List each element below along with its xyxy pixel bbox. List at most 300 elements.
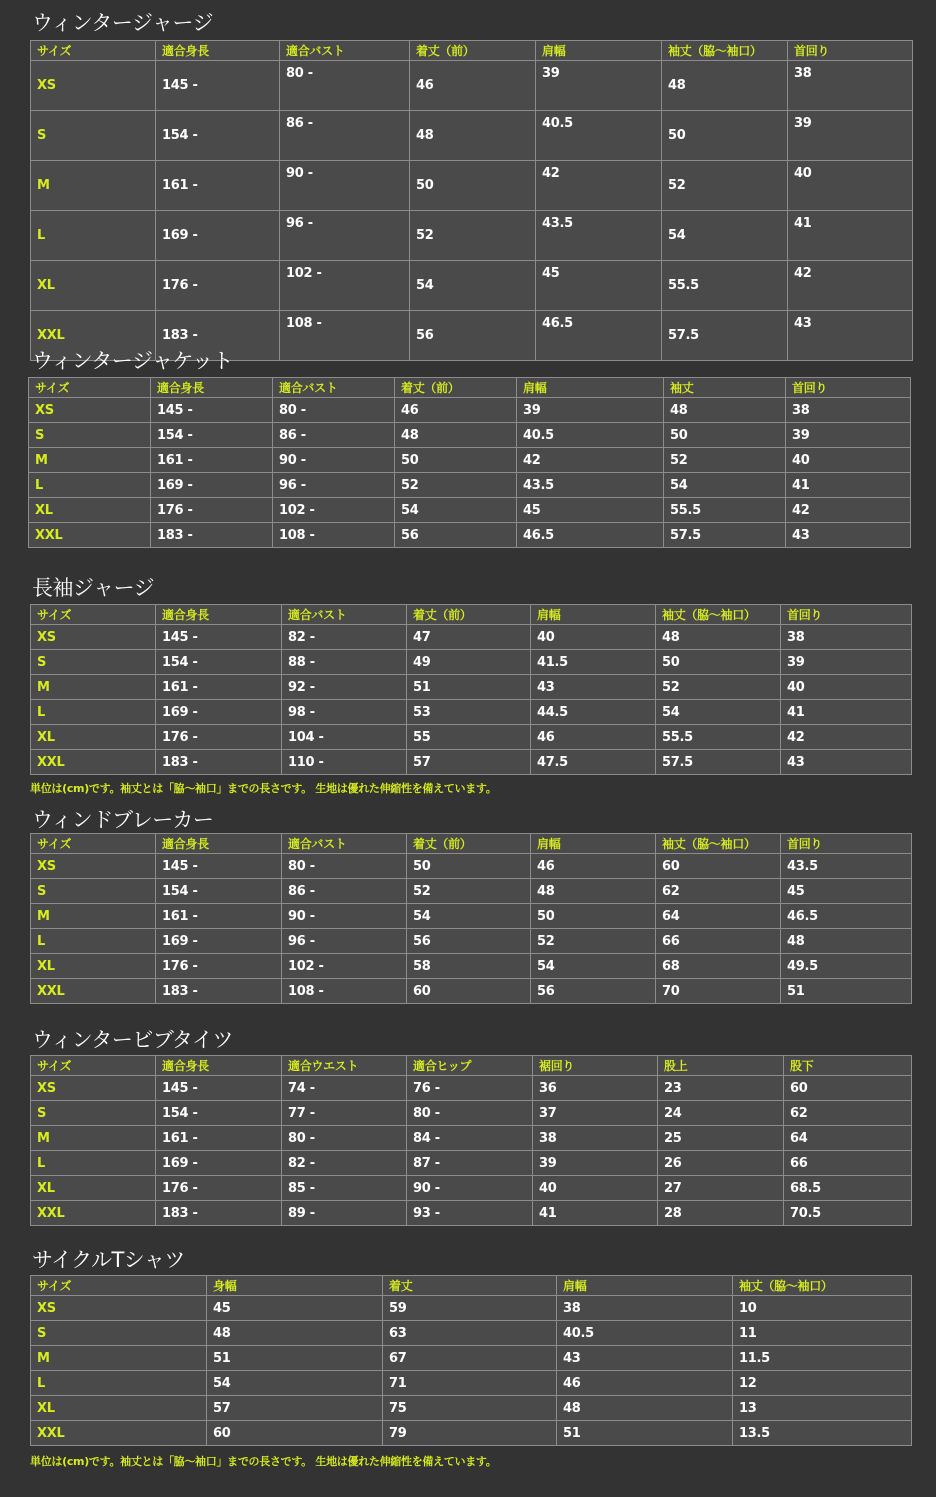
table-cell: 63 — [383, 1321, 557, 1346]
table-cell: 57.5 — [664, 523, 786, 548]
table-cell: 50 — [664, 423, 786, 448]
column-header: 適合バスト — [280, 41, 410, 61]
table-cell: 71 — [383, 1371, 557, 1396]
table-cell: 54 — [656, 700, 781, 725]
size-label-cell: L — [29, 473, 151, 498]
table-cell: 58 — [407, 954, 531, 979]
section-title: ウィンドブレーカー — [32, 808, 214, 832]
cell-value: 40.5 — [542, 116, 573, 131]
table-cell: 46.5 — [781, 904, 912, 929]
table-cell: 161 - — [156, 1126, 282, 1151]
table-cell: 161 - — [156, 675, 282, 700]
table-cell: 41.5 — [531, 650, 656, 675]
table-row — [31, 879, 912, 904]
size-label-cell — [31, 61, 156, 111]
table-cell: 64 — [656, 904, 781, 929]
table-cell — [280, 61, 410, 111]
table-cell: 36 — [533, 1076, 658, 1101]
size-label-cell: XS — [31, 1076, 156, 1101]
column-header: 適合ウエスト — [282, 1056, 407, 1076]
column-header: 着丈 — [383, 1276, 557, 1296]
table-cell: 85 - — [282, 1176, 407, 1201]
table-cell: 38 — [781, 625, 912, 650]
table-cell: 46.5 — [517, 523, 664, 548]
table-cell: 13 — [733, 1396, 912, 1421]
size-label-cell: XS — [29, 398, 151, 423]
table-cell — [788, 261, 913, 311]
column-header: 肩幅 — [531, 834, 656, 854]
cell-value: 108 - — [286, 316, 322, 331]
cell-value: 39 — [794, 116, 812, 131]
table-cell — [410, 311, 536, 361]
table-cell: 57 — [407, 750, 531, 775]
table-cell: 40 — [786, 448, 911, 473]
table-cell: 50 — [531, 904, 656, 929]
table-cell: 50 — [407, 854, 531, 879]
table-cell: 43 — [781, 750, 912, 775]
table-cell: 50 — [656, 650, 781, 675]
table-cell: 104 - — [282, 725, 407, 750]
size-label-cell: XXL — [31, 1201, 156, 1226]
column-header: 肩幅 — [531, 605, 656, 625]
table-cell: 60 — [784, 1076, 912, 1101]
table-cell: 51 — [407, 675, 531, 700]
table-cell: 154 - — [156, 879, 282, 904]
column-header: サイズ — [29, 378, 151, 398]
size-label-cell: XL — [31, 954, 156, 979]
column-header: サイズ — [31, 605, 156, 625]
size-label-cell — [31, 261, 156, 311]
table-cell: 40 — [531, 625, 656, 650]
table-cell: 56 — [531, 979, 656, 1004]
size-label-cell: XS — [31, 625, 156, 650]
table-cell: 62 — [656, 879, 781, 904]
table-cell: 55.5 — [656, 725, 781, 750]
column-header: 袖丈（脇〜袖口） — [656, 834, 781, 854]
table-cell: 41 — [781, 700, 912, 725]
table-row — [29, 523, 911, 548]
table-cell: 52 — [664, 448, 786, 473]
table-row — [31, 1076, 912, 1101]
table-row — [29, 498, 911, 523]
cell-value: 161 - — [162, 178, 198, 193]
cell-value: 145 - — [162, 78, 198, 93]
table-cell: 45 — [517, 498, 664, 523]
column-header: 股下 — [784, 1056, 912, 1076]
section-title: ウィンタージャケット — [32, 349, 234, 373]
table-cell — [536, 111, 662, 161]
size-label-cell: XS — [31, 854, 156, 879]
table-cell — [536, 61, 662, 111]
size-table — [30, 1275, 912, 1446]
cell-value: XS — [37, 78, 56, 93]
table-cell: 76 - — [407, 1076, 533, 1101]
column-header: 適合バスト — [282, 605, 407, 625]
column-header: 股上 — [658, 1056, 784, 1076]
table-cell: 23 — [658, 1076, 784, 1101]
table-cell: 51 — [557, 1421, 733, 1446]
table-cell: 48 — [781, 929, 912, 954]
cell-value: 50 — [668, 128, 686, 143]
size-label-cell: L — [31, 1371, 207, 1396]
table-cell — [410, 261, 536, 311]
size-label-cell: L — [31, 700, 156, 725]
column-header: 適合身長 — [156, 1056, 282, 1076]
cell-value: 102 - — [286, 266, 322, 281]
table-cell — [280, 311, 410, 361]
table-cell: 39 — [781, 650, 912, 675]
cell-value: 80 - — [286, 66, 313, 81]
table-cell: 56 — [395, 523, 517, 548]
size-label-cell: XXL — [31, 750, 156, 775]
size-label-cell: XL — [31, 725, 156, 750]
table-cell: 40 — [533, 1176, 658, 1201]
column-header: 首回り — [786, 378, 911, 398]
table-cell: 52 — [656, 675, 781, 700]
table-cell: 169 - — [156, 1151, 282, 1176]
table-cell: 51 — [781, 979, 912, 1004]
table-cell: 70.5 — [784, 1201, 912, 1226]
cell-value: XXL — [37, 328, 65, 343]
section-title: サイクルTシャツ — [32, 1248, 185, 1272]
table-cell: 90 - — [273, 448, 395, 473]
table-row — [29, 423, 911, 448]
column-header: 着丈（前） — [407, 834, 531, 854]
table-cell — [156, 161, 280, 211]
table-cell: 57 — [207, 1396, 383, 1421]
size-label-cell: XXL — [29, 523, 151, 548]
cell-value: 57.5 — [668, 328, 699, 343]
table-cell — [156, 61, 280, 111]
table-cell: 82 - — [282, 625, 407, 650]
table-cell: 54 — [207, 1371, 383, 1396]
size-label-cell: S — [31, 650, 156, 675]
size-label-cell: M — [31, 1126, 156, 1151]
table-row — [31, 1151, 912, 1176]
column-header: 袖丈（脇〜袖口） — [656, 605, 781, 625]
table-cell: 80 - — [407, 1101, 533, 1126]
table-cell: 46 — [557, 1371, 733, 1396]
size-label-cell: M — [31, 904, 156, 929]
table-cell: 41 — [786, 473, 911, 498]
table-row — [29, 473, 911, 498]
table-row — [31, 1201, 912, 1226]
table-cell: 183 - — [156, 979, 282, 1004]
column-header: 適合身長 — [156, 41, 280, 61]
table-row — [31, 954, 912, 979]
table-cell: 145 - — [156, 854, 282, 879]
table-cell: 60 — [207, 1421, 383, 1446]
size-label-cell: S — [31, 879, 156, 904]
table-cell: 68 — [656, 954, 781, 979]
size-label-cell: XS — [31, 1296, 207, 1321]
table-cell: 176 - — [156, 1176, 282, 1201]
table-cell: 145 - — [156, 1076, 282, 1101]
table-row — [31, 1101, 912, 1126]
table-cell: 42 — [781, 725, 912, 750]
table-cell: 77 - — [282, 1101, 407, 1126]
table-cell: 88 - — [282, 650, 407, 675]
table-cell: 37 — [533, 1101, 658, 1126]
table-cell — [788, 161, 913, 211]
table-cell — [536, 211, 662, 261]
table-cell: 92 - — [282, 675, 407, 700]
table-cell: 45 — [781, 879, 912, 904]
table-cell — [156, 211, 280, 261]
cell-value: 46.5 — [542, 316, 573, 331]
cell-value: 169 - — [162, 228, 198, 243]
cell-value: XL — [37, 278, 55, 293]
table-cell: 169 - — [156, 700, 282, 725]
column-header: 着丈（前） — [395, 378, 517, 398]
table-cell: 169 - — [151, 473, 273, 498]
column-header: 着丈（前） — [410, 41, 536, 61]
column-header: 適合バスト — [282, 834, 407, 854]
table-cell: 55.5 — [664, 498, 786, 523]
table-cell: 38 — [786, 398, 911, 423]
table-cell: 47 — [407, 625, 531, 650]
cell-value: 54 — [416, 278, 434, 293]
table-cell: 108 - — [282, 979, 407, 1004]
table-cell: 79 — [383, 1421, 557, 1446]
column-header: 首回り — [788, 41, 913, 61]
cell-value: 43 — [794, 316, 812, 331]
size-table — [30, 833, 912, 1004]
table-cell: 62 — [784, 1101, 912, 1126]
table-cell: 25 — [658, 1126, 784, 1151]
table-row — [31, 161, 913, 211]
table-cell: 43.5 — [781, 854, 912, 879]
table-cell: 54 — [664, 473, 786, 498]
table-cell: 52 — [395, 473, 517, 498]
table-cell: 38 — [557, 1296, 733, 1321]
table-cell: 98 - — [282, 700, 407, 725]
section-title: ウィンタービブタイツ — [32, 1028, 234, 1052]
table-cell: 50 — [395, 448, 517, 473]
column-header: 適合バスト — [273, 378, 395, 398]
table-cell: 86 - — [273, 423, 395, 448]
table-cell: 64 — [784, 1126, 912, 1151]
table-cell: 55 — [407, 725, 531, 750]
table-cell: 154 - — [151, 423, 273, 448]
column-header: 適合ヒップ — [407, 1056, 533, 1076]
table-cell: 46 — [531, 725, 656, 750]
column-header: 首回り — [781, 834, 912, 854]
table-cell: 75 — [383, 1396, 557, 1421]
cell-value: 46 — [416, 78, 434, 93]
table-cell: 48 — [557, 1396, 733, 1421]
table-cell: 10 — [733, 1296, 912, 1321]
table-cell — [662, 261, 788, 311]
table-cell: 169 - — [156, 929, 282, 954]
table-cell: 48 — [664, 398, 786, 423]
cell-value: M — [37, 178, 50, 193]
column-header: 袖丈（脇〜袖口） — [733, 1276, 912, 1296]
table-cell: 66 — [656, 929, 781, 954]
cell-value: 42 — [542, 166, 560, 181]
table-row — [31, 111, 913, 161]
table-cell: 52 — [407, 879, 531, 904]
table-cell: 54 — [407, 904, 531, 929]
table-cell — [788, 311, 913, 361]
table-row — [31, 725, 912, 750]
table-cell: 96 - — [273, 473, 395, 498]
table-cell: 41 — [533, 1201, 658, 1226]
table-cell — [536, 161, 662, 211]
table-cell: 53 — [407, 700, 531, 725]
table-cell: 28 — [658, 1201, 784, 1226]
cell-value: 42 — [794, 266, 812, 281]
size-label-cell — [31, 161, 156, 211]
table-cell: 176 - — [156, 954, 282, 979]
table-cell: 80 - — [273, 398, 395, 423]
table-cell — [410, 111, 536, 161]
cell-value: 48 — [668, 78, 686, 93]
table-cell: 154 - — [156, 650, 282, 675]
column-header: サイズ — [31, 1056, 156, 1076]
table-cell: 12 — [733, 1371, 912, 1396]
cell-value: 183 - — [162, 328, 198, 343]
table-header-row — [31, 834, 912, 854]
table-cell — [280, 111, 410, 161]
size-table — [30, 40, 913, 361]
table-row — [31, 675, 912, 700]
table-row — [31, 1296, 912, 1321]
column-header: 裾回り — [533, 1056, 658, 1076]
table-cell: 145 - — [156, 625, 282, 650]
table-cell: 89 - — [282, 1201, 407, 1226]
table-cell: 47.5 — [531, 750, 656, 775]
table-cell — [410, 161, 536, 211]
table-cell: 48 — [656, 625, 781, 650]
size-label-cell: XL — [29, 498, 151, 523]
table-header-row — [31, 1276, 912, 1296]
table-cell — [280, 261, 410, 311]
table-cell: 43 — [557, 1346, 733, 1371]
table-cell — [788, 211, 913, 261]
size-label-cell — [31, 111, 156, 161]
table-cell — [662, 111, 788, 161]
table-cell: 39 — [517, 398, 664, 423]
table-row — [31, 979, 912, 1004]
table-cell — [410, 61, 536, 111]
table-cell: 43 — [531, 675, 656, 700]
table-cell: 52 — [531, 929, 656, 954]
table-cell — [536, 311, 662, 361]
table-cell: 42 — [786, 498, 911, 523]
table-cell — [662, 211, 788, 261]
table-cell: 82 - — [282, 1151, 407, 1176]
cell-value: 154 - — [162, 128, 198, 143]
table-cell: 183 - — [156, 750, 282, 775]
table-cell: 24 — [658, 1101, 784, 1126]
table-row — [31, 1321, 912, 1346]
table-row — [29, 398, 911, 423]
table-row — [31, 1176, 912, 1201]
column-header: 適合身長 — [156, 834, 282, 854]
table-cell: 13.5 — [733, 1421, 912, 1446]
table-cell — [788, 111, 913, 161]
table-cell — [280, 161, 410, 211]
table-row — [31, 261, 913, 311]
size-label-cell: M — [29, 448, 151, 473]
table-cell: 49.5 — [781, 954, 912, 979]
cell-value: 86 - — [286, 116, 313, 131]
size-label-cell: XL — [31, 1176, 156, 1201]
table-cell: 68.5 — [784, 1176, 912, 1201]
size-label-cell: S — [31, 1321, 207, 1346]
cell-value: 90 - — [286, 166, 313, 181]
table-cell: 56 — [407, 929, 531, 954]
table-cell: 48 — [395, 423, 517, 448]
column-header: 首回り — [781, 605, 912, 625]
cell-value: 176 - — [162, 278, 198, 293]
table-cell: 145 - — [151, 398, 273, 423]
cell-value: 55.5 — [668, 278, 699, 293]
table-header-row — [31, 1056, 912, 1076]
table-cell — [156, 261, 280, 311]
table-row — [31, 1396, 912, 1421]
table-cell: 40.5 — [557, 1321, 733, 1346]
table-cell: 70 — [656, 979, 781, 1004]
column-header: 袖丈（脇〜袖口） — [662, 41, 788, 61]
table-row — [31, 750, 912, 775]
column-header: 着丈（前） — [407, 605, 531, 625]
table-header-row — [31, 605, 912, 625]
table-cell: 27 — [658, 1176, 784, 1201]
size-table — [28, 377, 911, 548]
table-cell: 60 — [656, 854, 781, 879]
table-cell: 39 — [533, 1151, 658, 1176]
table-row — [31, 929, 912, 954]
cell-value: L — [37, 228, 45, 243]
cell-value: 48 — [416, 128, 434, 143]
table-row — [29, 448, 911, 473]
table-header-row — [31, 41, 913, 61]
column-header: サイズ — [31, 1276, 207, 1296]
table-cell: 39 — [786, 423, 911, 448]
table-cell: 48 — [531, 879, 656, 904]
table-cell — [788, 61, 913, 111]
table-row — [31, 650, 912, 675]
table-cell — [410, 211, 536, 261]
table-cell: 90 - — [407, 1176, 533, 1201]
size-label-cell: M — [31, 1346, 207, 1371]
size-label-cell — [31, 211, 156, 261]
table-cell: 108 - — [273, 523, 395, 548]
cell-value: 43.5 — [542, 216, 573, 231]
cell-value: 56 — [416, 328, 434, 343]
table-cell: 38 — [533, 1126, 658, 1151]
table-row — [31, 211, 913, 261]
column-header: 適合身長 — [156, 605, 282, 625]
column-header: 肩幅 — [557, 1276, 733, 1296]
table-cell: 44.5 — [531, 700, 656, 725]
table-cell: 86 - — [282, 879, 407, 904]
size-table — [30, 604, 912, 775]
column-header: 適合身長 — [151, 378, 273, 398]
table-cell: 80 - — [282, 854, 407, 879]
table-cell: 183 - — [156, 1201, 282, 1226]
table-cell: 26 — [658, 1151, 784, 1176]
cell-value: 96 - — [286, 216, 313, 231]
table-row — [31, 61, 913, 111]
size-label-cell: S — [29, 423, 151, 448]
size-label-cell: XXL — [31, 1421, 207, 1446]
size-label-cell: L — [31, 1151, 156, 1176]
table-cell: 84 - — [407, 1126, 533, 1151]
table-row — [31, 854, 912, 879]
